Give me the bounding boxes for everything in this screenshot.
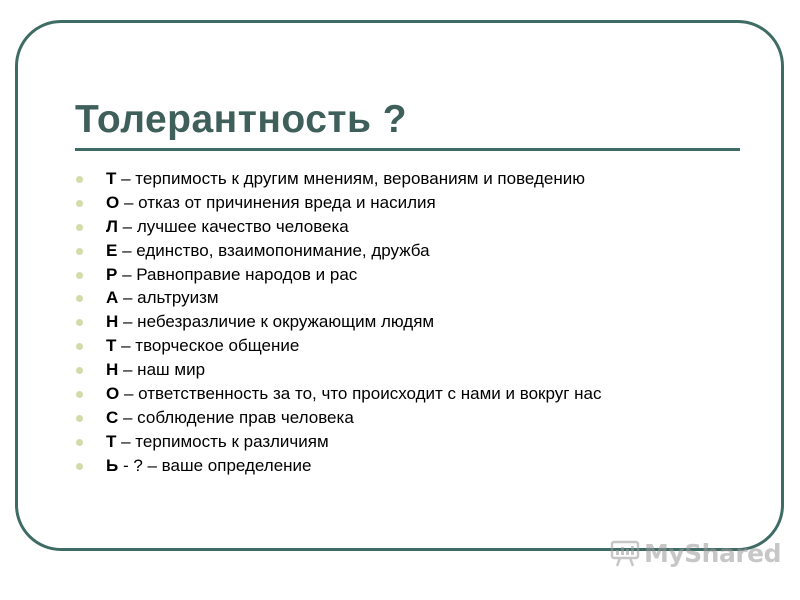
- bullet-icon: [76, 463, 83, 470]
- item-text: – соблюдение прав человека: [118, 407, 354, 427]
- item-text: – единство, взаимопонимание, дружба: [117, 240, 430, 260]
- acrostic-list: [76, 167, 602, 478]
- bullet-icon: [76, 319, 83, 326]
- list-item: [76, 263, 602, 287]
- item-letter: Н: [106, 312, 119, 332]
- item-letter: Н: [106, 360, 119, 380]
- item-text: – терпимость к другим мнениям, верованиям и поведению: [116, 169, 586, 188]
- item-letter: Ь: [106, 455, 119, 475]
- list-item: [76, 310, 602, 334]
- item-text: - ? – ваше определение: [118, 455, 312, 475]
- list-item: [76, 358, 602, 382]
- bullet-icon: [76, 439, 83, 446]
- bullet-icon: [76, 272, 83, 279]
- bullet-icon: [76, 200, 83, 207]
- slide-title: Толерантность ?: [75, 98, 408, 141]
- bullet-icon: [76, 391, 83, 398]
- item-letter: Е: [106, 240, 118, 260]
- list-item: [76, 167, 602, 191]
- bullet-icon: [76, 224, 83, 231]
- list-item: [76, 191, 602, 215]
- list-item: [76, 406, 602, 430]
- item-letter: Т: [106, 431, 117, 451]
- item-text: – ответственность за то, что происходит с нами и вокруг нас: [119, 384, 602, 404]
- list-item: [76, 215, 602, 239]
- item-letter: О: [106, 192, 120, 212]
- item-text: – наш мир: [118, 360, 206, 380]
- item-text: – лучшее качество человека: [117, 216, 349, 236]
- bullet-icon: [76, 367, 83, 374]
- list-item: [76, 334, 602, 358]
- item-letter: А: [106, 288, 119, 308]
- list-item: [76, 454, 602, 478]
- bullet-icon: [76, 415, 83, 422]
- item-text: – терпимость к различиям: [116, 431, 329, 451]
- item-letter: О: [106, 384, 120, 404]
- bullet-icon: [76, 295, 83, 302]
- item-text: – альтруизм: [118, 288, 219, 308]
- bullet-icon: [76, 343, 83, 350]
- item-text: – небезразличие к окружающим людям: [118, 312, 435, 332]
- item-letter: Р: [106, 264, 118, 284]
- presentation-board-icon: [610, 538, 640, 568]
- bullet-icon: [76, 248, 83, 255]
- list-item: [76, 430, 602, 454]
- item-text: – отказ от причинения вреда и насилия: [119, 192, 436, 212]
- watermark: [610, 536, 781, 570]
- list-item: [76, 286, 602, 310]
- item-letter: Т: [106, 169, 117, 188]
- list-item: [76, 239, 602, 263]
- item-letter: Л: [106, 216, 118, 236]
- bullet-icon: [76, 176, 83, 183]
- item-letter: С: [106, 407, 119, 427]
- item-text: – Равноправие народов и рас: [117, 264, 358, 284]
- list-item: [76, 382, 602, 406]
- item-text: – творческое общение: [116, 336, 300, 356]
- item-letter: Т: [106, 336, 117, 356]
- title-underline: [75, 148, 740, 151]
- watermark-text: MyShared: [644, 538, 782, 568]
